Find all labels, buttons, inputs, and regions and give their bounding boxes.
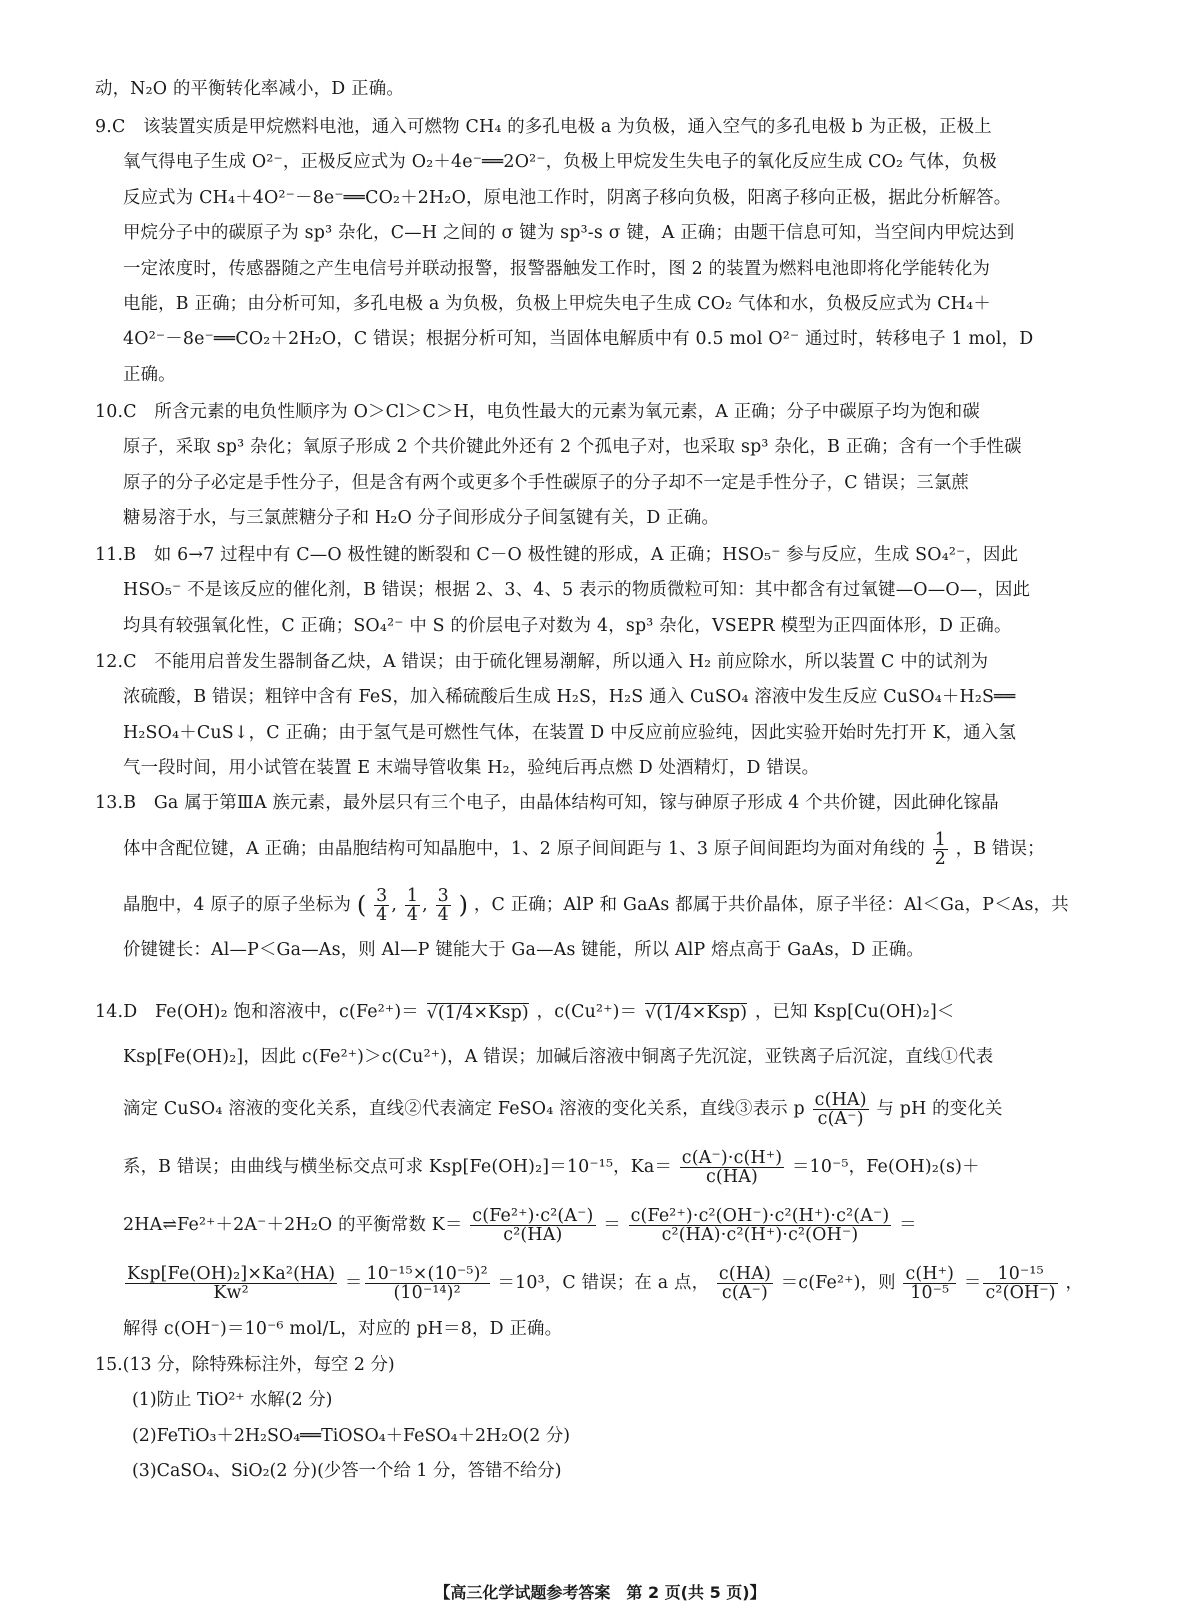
text-line: 价键键长：Al—P＜Ga—As，则 Al—P 键能大于 Ga—As 键能，所以 AlP 熔点高于 GaAs，D 正确。 bbox=[123, 940, 924, 961]
numerator: c(A⁻)·c(H⁺) bbox=[681, 1148, 783, 1168]
denominator: c(A⁻) bbox=[817, 1109, 864, 1129]
root-cu: √(1/4×Ksp) bbox=[644, 1003, 748, 1023]
sub-answer-3: (3)CaSO₄、SiO₂(2 分)(少答一个给 1 分，答错不给分) bbox=[132, 1461, 562, 1482]
text-span: 与 pH 的变化关 bbox=[876, 1099, 1003, 1119]
answer-13 bbox=[95, 786, 1095, 969]
fraction-coord bbox=[374, 887, 389, 924]
text-line: 动，N₂O 的平衡转化率减小，D 正确。 bbox=[95, 79, 404, 99]
fraction-oh-ratio bbox=[983, 1265, 1057, 1302]
text-span: 系，B 错误；由曲线与横坐标交点可求 Ksp[Fe(OH)₂]＝10⁻¹⁵，Ka＝ bbox=[123, 1157, 673, 1177]
numerator: 3 bbox=[376, 886, 388, 907]
text-line bbox=[95, 1196, 1095, 1254]
text-line: 晶胞中，4 原子的原子坐标为 ( $\frac{3}{4}$ , $\frac{1}{4}$ , $\frac{3}{4}$ ) ，C 正确；AlP 和 GaAs 都属于共价晶体，原子半径：Al＜Ga，P＜As，共 bbox=[123, 886, 1069, 926]
denominator: 4 bbox=[437, 905, 449, 926]
text-span: ＝10³，C 错误；在 a 点， bbox=[497, 1273, 710, 1293]
fraction-coord bbox=[405, 887, 420, 924]
numerator: Ksp[Fe(OH)₂]×Ka²(HA) bbox=[127, 1264, 336, 1284]
text-line bbox=[95, 1080, 1095, 1138]
paragraph-prev bbox=[95, 72, 1095, 107]
denominator: 2 bbox=[934, 849, 946, 870]
text-line: Ksp[Fe(OH)₂]，因此 c(Fe²⁺)＞c(Cu²⁺)，A 错误；加碱后溶液中铜离子先沉淀，亚铁离子后沉淀，直线①代表 bbox=[123, 1047, 994, 1067]
text-line: 解得 c(OH⁻)＝10⁻⁶ mol/L，对应的 pH＝8，D 正确。 bbox=[123, 1319, 563, 1339]
denominator: c²(OH⁻) bbox=[985, 1283, 1056, 1303]
text-span: ，c(Cu²⁺)＝ bbox=[536, 1002, 638, 1022]
text-line: 糖易溶于水，与三氯蔗糖分子和 H₂O 分子间形成分子间氢键有关，D 正确。 bbox=[123, 508, 720, 529]
fraction-coord bbox=[436, 887, 451, 924]
text-line: 12.C 不能用启普发生器制备乙炔，A 错误；由于硫化锂易潮解，所以通入 H₂ 前应除水，所以装置 C 中的试剂为 bbox=[95, 652, 989, 672]
text-line bbox=[95, 821, 1095, 877]
numerator: c(HA) bbox=[814, 1090, 867, 1110]
denominator: 4 bbox=[376, 905, 388, 926]
numerator: c(HA) bbox=[718, 1264, 771, 1284]
text-line bbox=[95, 1138, 1095, 1196]
text-span: 晶胞中，4 原子的原子坐标为 bbox=[123, 895, 352, 916]
fraction-k1 bbox=[470, 1207, 595, 1244]
fraction-ka bbox=[680, 1149, 784, 1186]
text-span: ＝ bbox=[899, 1215, 917, 1235]
text-line: 4O²⁻－8e⁻══CO₂＋2H₂O，C 错误；根据分析可知，当固体电解质中有 0.5 mol O²⁻ 通过时，转移电子 1 mol，D bbox=[123, 329, 1034, 350]
text-line: 气一段时间，用小试管在装置 E 末端导管收集 H₂，验纯后再点燃 D 处酒精灯，D 错误。 bbox=[123, 758, 820, 779]
answer-12 bbox=[95, 645, 1095, 787]
text-line: 电能，B 正确；由分析可知，多孔电极 a 为负极，负极上甲烷失电子生成 CO₂ 气体和水，负极反应式为 CH₄＋ bbox=[123, 294, 991, 315]
page-footer: 【高三化学试题参考答案 第 2 页(共 5 页)】 bbox=[434, 1583, 766, 1602]
text-line: 均具有较强氧化性，C 正确；SO₄²⁻ 中 S 的价层电子对数为 4，sp³ 杂化，VSEPR 模型为正四面体形，D 正确。 bbox=[123, 615, 1012, 636]
text-span: 体中含配位键，A 正确；由晶胞结构可知晶胞中，1、2 原子间间距与 1、3 原子间间距均为面对角线的 bbox=[123, 839, 925, 860]
text-span: 2HA⇌Fe²⁺＋2A⁻＋2H₂O 的平衡常数 K＝ bbox=[123, 1215, 463, 1235]
text-line: 13.B Ga 属于第ⅢA 族元素，最外层只有三个电子，由晶体结构可知，镓与砷原子形成 4 个共价键，因此砷化镓晶 bbox=[95, 793, 999, 813]
text-span: 滴定 CuSO₄ 溶液的变化关系，直线②代表滴定 FeSO₄ 溶液的变化关系，直线③表示 p bbox=[123, 1099, 805, 1119]
text-span: ， bbox=[1065, 1273, 1084, 1293]
fraction-p-ratio bbox=[813, 1091, 869, 1128]
numerator: c(H⁺) bbox=[905, 1264, 955, 1284]
text-line: 11.B 如 6→7 过程中有 C—O 极性键的断裂和 C－O 极性键的形成，A 正确；HSO₅⁻ 参与反应，生成 SO₄²⁻，因此 bbox=[95, 545, 1019, 565]
text-line bbox=[95, 990, 1095, 1034]
paren-right: ) bbox=[458, 891, 469, 920]
text-line: 氧气得电子生成 O²⁻，正极反应式为 O₂＋4e⁻══2O²⁻，负极上甲烷发生失电子的氧化反应生成 CO₂ 气体，负极 bbox=[123, 152, 997, 173]
answer-11 bbox=[95, 538, 1095, 644]
numerator: 1 bbox=[934, 830, 946, 851]
text-line: 一定浓度时，传感器随之产生电信号并联动报警，报警器触发工作时，图 2 的装置为燃料电池即将化学能转化为 bbox=[123, 258, 991, 279]
answer-9 bbox=[95, 110, 1095, 393]
fraction-k4 bbox=[365, 1265, 490, 1302]
denominator: c(A⁻) bbox=[721, 1283, 768, 1303]
paren-left: ( bbox=[356, 891, 367, 920]
denominator: 10⁻⁵ bbox=[910, 1283, 950, 1303]
text-line: HSO₅⁻ 不是该反应的催化剂，B 错误；根据 2、3、4、5 表示的物质微粒可知：其中都含有过氧键—O—O—，因此 bbox=[123, 580, 1031, 601]
numerator: 10⁻¹⁵×(10⁻⁵)² bbox=[366, 1264, 488, 1284]
text-span: ＝c(Fe²⁺)，则 bbox=[780, 1273, 896, 1293]
fraction-k3 bbox=[125, 1265, 337, 1302]
denominator: 4 bbox=[406, 905, 419, 926]
denominator: Kw² bbox=[213, 1283, 249, 1303]
text-line: 9.C 该装置实质是甲烷燃料电池，通入可燃物 CH₄ 的多孔电极 a 为负极，通入空气的多孔电极 b 为正极，正极上 bbox=[95, 117, 992, 137]
text-line: $\frac{\text{Ksp[Fe(OH)₂]×Ka²(HA)}}{\text{Kw²}}$ ＝ $\frac{\text{10⁻¹⁵×(10⁻⁵)²}}{\text{(10⁻¹⁴)²}}$ ＝10³，C 错误；在 a 点， $\frac{c(HA)}{c(A^-)}$ ＝c(Fe²⁺)，则 $\frac{c(H^+)}{\text{10⁻⁵}}$ ＝ $\frac{\text{10⁻¹⁵}}{\text{c²(OH⁻)}}$ ， bbox=[127, 1264, 1084, 1303]
answer-14 bbox=[95, 990, 1095, 1347]
text-span: ＝ bbox=[603, 1215, 621, 1235]
sub-answer-1: (1)防止 TiO²⁺ 水解(2 分) bbox=[132, 1390, 333, 1411]
numerator: 3 bbox=[437, 886, 449, 907]
text-line: 浓硫酸，B 错误；粗锌中含有 FeS，加入稀硫酸后生成 H₂S，H₂S 通入 CuSO₄ 溶液中发生反应 CuSO₄＋H₂S══ bbox=[123, 687, 1016, 708]
text-span: ，B 错误； bbox=[955, 839, 1045, 860]
denominator: c(HA) bbox=[705, 1167, 759, 1187]
fraction-ratio-a bbox=[717, 1265, 773, 1302]
answer-10 bbox=[95, 395, 1095, 537]
text-line: 甲烷分子中的碳原子为 sp³ 杂化，C—H 之间的 σ 键为 sp³-s σ 键，A 正确；由题干信息可知，当空间内甲烷达到 bbox=[123, 223, 1015, 244]
text-line: 正确。 bbox=[123, 364, 176, 385]
text-span: ，已知 Ksp[Cu(OH)₂]＜ bbox=[754, 1002, 955, 1022]
numerator: c(Fe²⁺)·c²(OH⁻)·c²(H⁺)·c²(A⁻) bbox=[630, 1206, 890, 1226]
text-line: 反应式为 CH₄＋4O²⁻－8e⁻══CO₂＋2H₂O，原电池工作时，阴离子移向负极，阳离子移向正极，据此分析解答。 bbox=[123, 187, 1012, 208]
fraction-h-ratio bbox=[903, 1265, 956, 1302]
text-line: 10.C 所含元素的电负性顺序为 O＞Cl＞C＞H，电负性最大的元素为氧元素，A 正确；分子中碳原子均为饱和碳 bbox=[95, 402, 980, 422]
text-span: ＝10⁻⁵，Fe(OH)₂(s)＋ bbox=[791, 1157, 980, 1177]
root-fe: √(1/4×Ksp) bbox=[426, 1003, 529, 1023]
denominator: c²(HA) bbox=[503, 1225, 563, 1245]
question-header: 15.(13 分，除特殊标注外，每空 2 分) bbox=[95, 1355, 395, 1375]
sub-answer-2: (2)FeTiO₃＋2H₂SO₄══TiOSO₄＋FeSO₄＋2H₂O(2 分) bbox=[132, 1425, 571, 1446]
fraction-half bbox=[933, 831, 948, 868]
numerator: 10⁻¹⁵ bbox=[983, 1265, 1057, 1284]
numerator: 1 bbox=[406, 886, 419, 907]
text-line: H₂SO₄＋CuS↓，C 正确；由于氢气是可燃性气体，在装置 D 中反应前应验纯，因此实验开始时先打开 K，通入氢 bbox=[123, 722, 1017, 743]
denominator: c²(HA)·c²(H⁺)·c²(OH⁻) bbox=[661, 1225, 859, 1245]
numerator: c(Fe²⁺)·c²(A⁻) bbox=[472, 1206, 594, 1226]
denominator: (10⁻¹⁴)² bbox=[393, 1283, 461, 1303]
text-line: 原子的分子必定是手性分子，但是含有两个或更多个手性碳原子的分子却不一定是手性分子，C 错误；三氯蔗 bbox=[123, 472, 969, 493]
answer-15 bbox=[95, 1348, 570, 1490]
text-span: ，C 正确；AlP 和 GaAs 都属于共价晶体，原子半径：Al＜Ga，P＜As，共 bbox=[473, 895, 1069, 916]
fraction-k2 bbox=[629, 1207, 892, 1244]
text-span: 14.D Fe(OH)₂ 饱和溶液中，c(Fe²⁺)＝ bbox=[95, 1002, 419, 1022]
text-line: 原子，采取 sp³ 杂化；氧原子形成 2 个共价键此外还有 2 个孤电子对，也采取 sp³ 杂化，B 正确；含有一个手性碳 bbox=[123, 437, 1022, 458]
